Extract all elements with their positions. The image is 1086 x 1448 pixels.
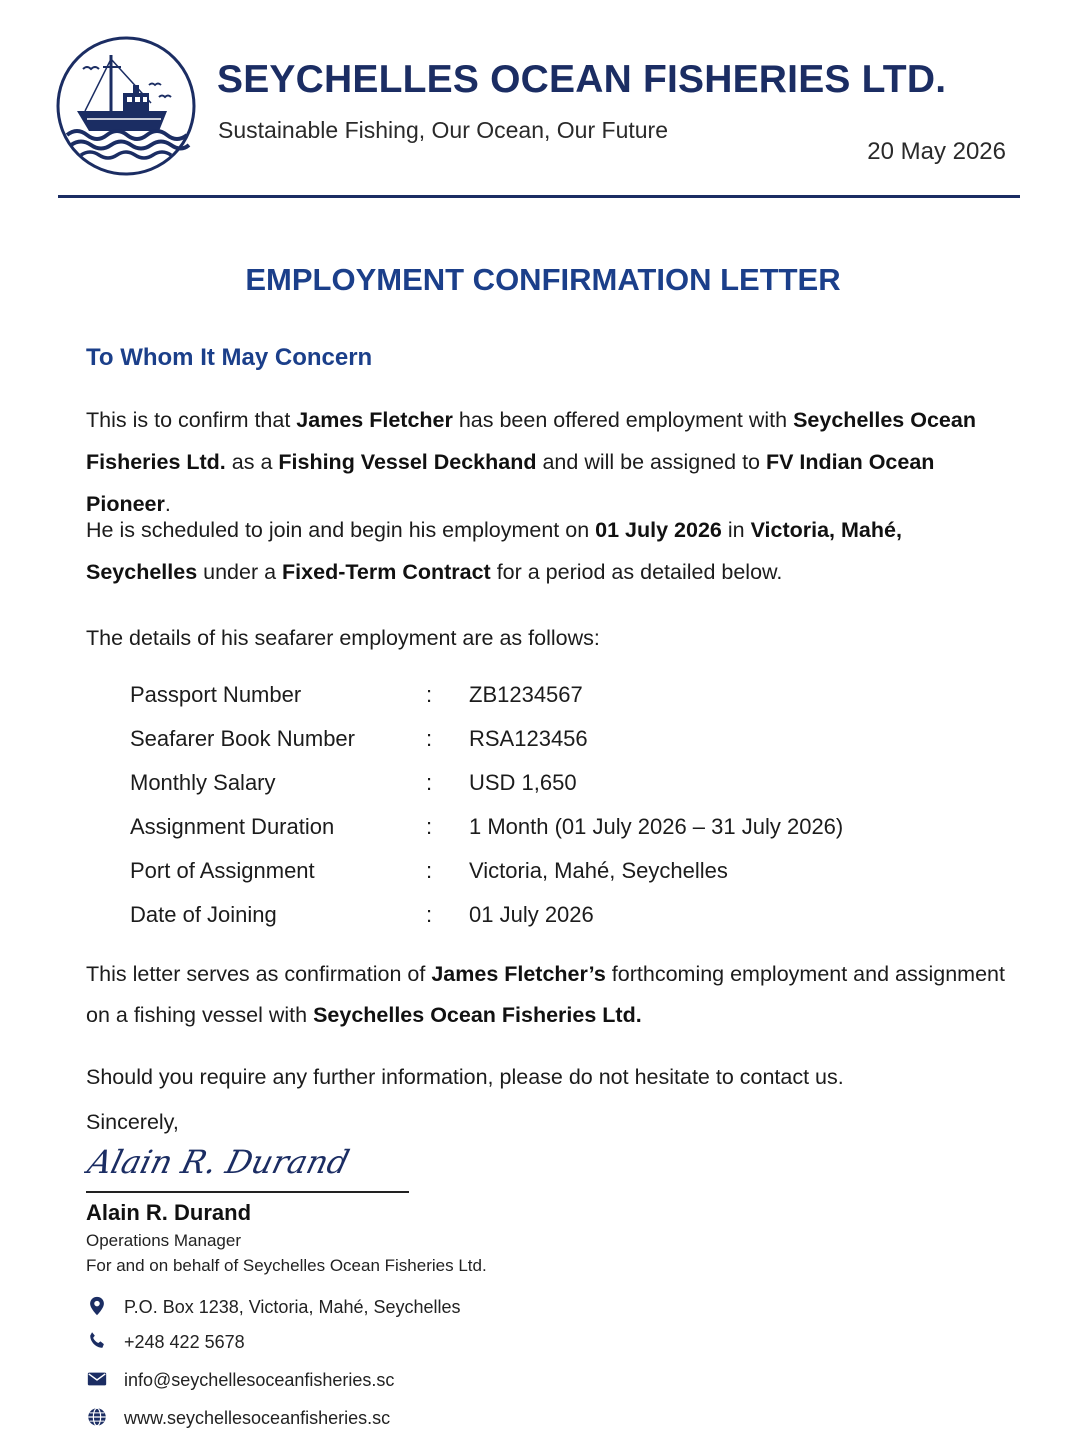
email-text[interactable]: info@seychellesoceanfisheries.sc (124, 1370, 395, 1390)
text-run: . (164, 492, 171, 516)
text-run: in (721, 518, 751, 542)
detail-colon: : (426, 858, 433, 883)
detail-value: Victoria, Mahé, Seychelles (469, 858, 728, 883)
envelope-icon (86, 1368, 108, 1390)
text-run: forthcoming employment and assignment on a fishing vessel with (86, 962, 1005, 1027)
detail-value: ZB1234567 (469, 682, 583, 707)
vessel-name: FV Indian Ocean Pioneer (86, 450, 935, 516)
salutation: To Whom It May Concern (86, 344, 373, 371)
detail-colon: : (426, 902, 433, 927)
signature-line (86, 1191, 409, 1193)
text-run: This is to confirm that (86, 408, 297, 432)
globe-icon (86, 1406, 108, 1428)
text-run: and will be assigned to (536, 450, 766, 474)
detail-label: Date of Joining (130, 902, 277, 927)
detail-value: 1 Month (01 July 2026 – 31 July 2026) (469, 814, 844, 839)
website-text[interactable]: www.seychellesoceanfisheries.sc (124, 1408, 391, 1428)
detail-colon: : (426, 770, 433, 795)
text-run: He is scheduled to join and begin his employment on (86, 518, 596, 542)
phone-icon (86, 1330, 108, 1352)
document-title: EMPLOYMENT CONFIRMATION LETTER (245, 262, 841, 297)
header-divider (58, 195, 1020, 198)
detail-value: USD 1,650 (469, 770, 577, 795)
fishing-vessel-logo-icon (55, 35, 197, 177)
text-run: under a (197, 560, 283, 584)
handwritten-signature (84, 1133, 354, 1193)
intro-paragraph (86, 399, 1006, 525)
company-name-inline: Seychelles Ocean Fisheries Ltd. (86, 408, 976, 474)
text-run: has been offered employment with (452, 408, 794, 432)
signer-organization: For and on behalf of Seychelles Ocean Fisheries Ltd. (86, 1256, 487, 1275)
detail-label: Monthly Salary (130, 770, 276, 795)
detail-label: Assignment Duration (130, 814, 335, 839)
detail-colon: : (426, 726, 433, 751)
text-run: as a (225, 450, 279, 474)
schedule-paragraph (86, 509, 1006, 593)
employee-name: James Fletcher (296, 408, 453, 432)
company-tagline: Sustainable Fishing, Our Ocean, Our Future (218, 117, 668, 143)
detail-colon: : (426, 682, 433, 707)
address-text: P.O. Box 1238, Victoria, Mahé, Seychelles (124, 1297, 461, 1317)
company-name: SEYCHELLES OCEAN FISHERIES LTD. (217, 58, 947, 101)
signer-title: Operations Manager (86, 1231, 241, 1250)
detail-label: Port of Assignment (130, 858, 315, 883)
employee-name-possessive: James Fletcher’s (431, 962, 606, 986)
letter-date: 20 May 2026 (867, 138, 1006, 165)
detail-colon: : (426, 814, 433, 839)
closing: Sincerely, (86, 1110, 179, 1134)
detail-value: RSA123456 (469, 726, 588, 751)
detail-label: Seafarer Book Number (130, 726, 355, 751)
phone-text: +248 422 5678 (124, 1332, 245, 1352)
start-date: 01 July 2026 (595, 518, 722, 542)
signature-text: Alain R. Durand (84, 1143, 353, 1181)
detail-label: Passport Number (130, 682, 302, 707)
work-location: Victoria, Mahé, Seychelles (86, 518, 902, 584)
signer-name: Alain R. Durand (86, 1200, 252, 1225)
text-run: for a period as detailed below. (490, 560, 783, 584)
text-run: This letter serves as confirmation of (86, 962, 432, 986)
contract-type: Fixed-Term Contract (282, 560, 491, 584)
detail-value: 01 July 2026 (469, 902, 594, 927)
contact-paragraph: Should you require any further information, please do not hesitate to contact us. (86, 1065, 844, 1089)
job-position: Fishing Vessel Deckhand (278, 450, 537, 474)
company-name-inline: Seychelles Ocean Fisheries Ltd. (313, 1003, 642, 1027)
location-pin-icon (86, 1295, 108, 1317)
details-intro: The details of his seafarer employment are as follows: (86, 626, 600, 650)
confirmation-paragraph (86, 954, 1006, 1036)
